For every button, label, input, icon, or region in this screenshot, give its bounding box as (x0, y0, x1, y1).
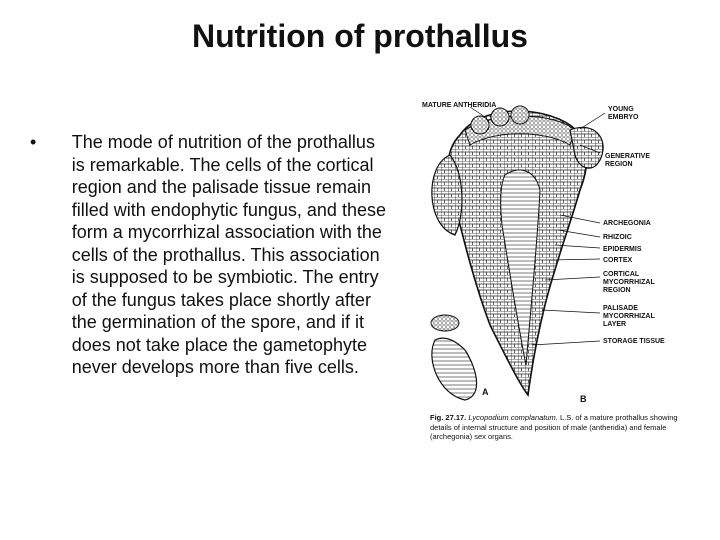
label-archegonia: ARCHEGONIA (603, 220, 651, 227)
caption-text: L.S. of a mature prothallus showing details of internal structure and position of male (antheridia) and female (archegonia) sex organs. (430, 413, 678, 441)
label-b: B (580, 394, 587, 404)
caption-species: Lycopodium complanatum. (468, 413, 558, 422)
figure-caption (430, 413, 680, 442)
label-cortical-mycorrhizal: CORTICAL MYCORRHIZAL REGION (603, 271, 655, 294)
slide-title: Nutrition of prothallus (192, 18, 528, 54)
label-storage-tissue: STORAGE TISSUE (603, 338, 665, 345)
caption-fig-number: Fig. 27.17. (430, 413, 467, 422)
bullet-dot-icon: • (30, 132, 37, 152)
structure-a (432, 338, 477, 400)
label-epidermis: EPIDERMIS (603, 246, 642, 253)
bullet-text: The mode of nutrition of the prothallus is remarkable. The cells of the cortical region and the palisade tissue remain filled with endophytic fungus, and these form a mycorrhizal association with the cells of the prothallus. This association is supposed to be symbiotic. The entry of the fungus takes place shortly after the germination of the spore, and if it does not take place the gametophyte never develops more than five cells. (71, 132, 386, 377)
label-generative-region: GENERATIVE REGION (605, 153, 650, 168)
label-palisade: PALISADE MYCORRHIZAL LAYER (603, 305, 655, 328)
label-young-embryo: YOUNG EMBRYO (608, 106, 639, 121)
label-cortex: CORTEX (603, 257, 633, 264)
bullet-item (30, 131, 390, 379)
label-a: A (482, 387, 489, 397)
label-rhizoid: RHIZOIC (603, 234, 632, 241)
prothallus-figure (420, 95, 685, 450)
label-mature-antheridia: MATURE ANTHERIDIA (422, 102, 497, 109)
